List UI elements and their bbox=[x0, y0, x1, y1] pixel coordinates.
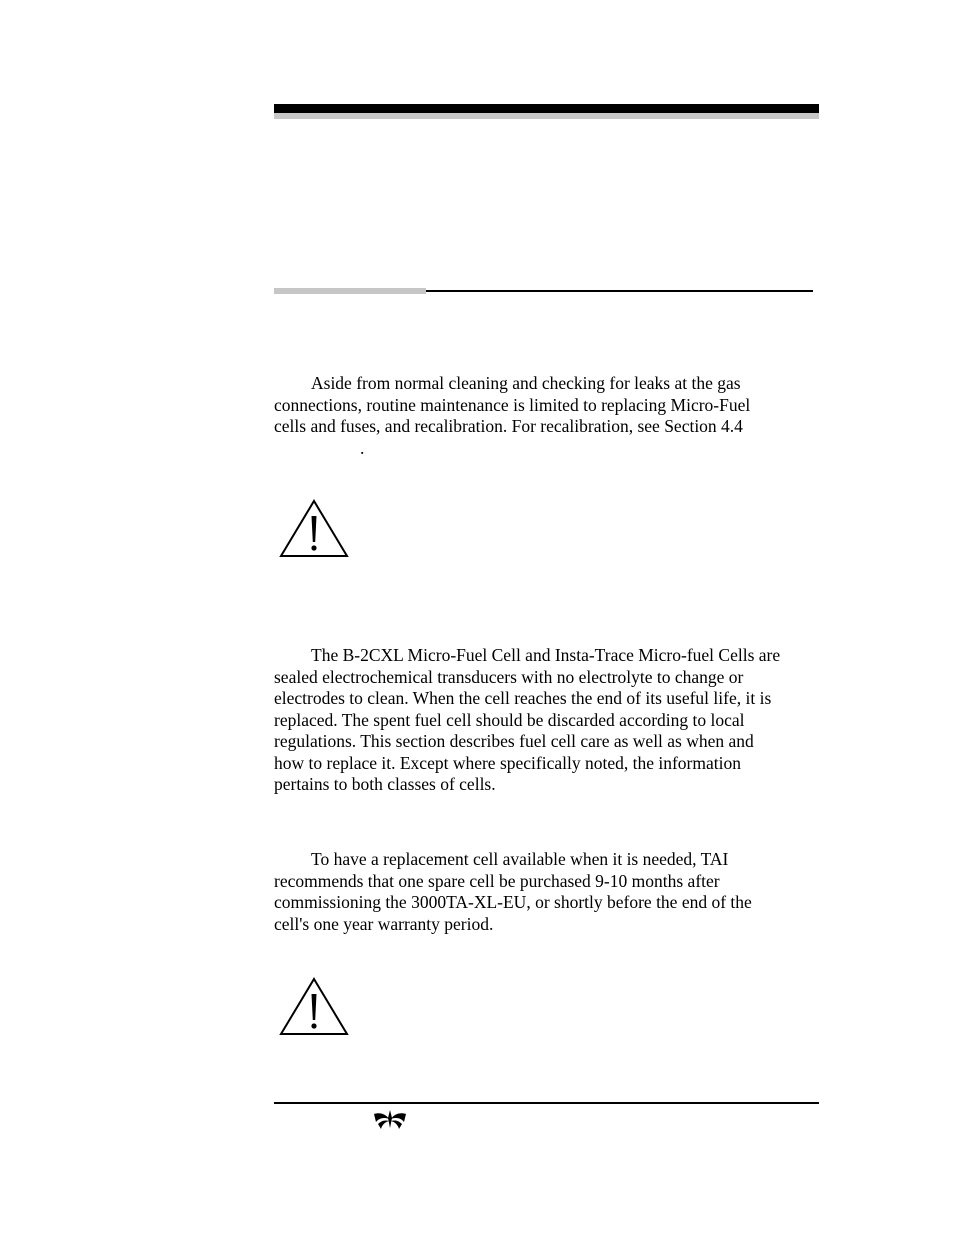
chapter-header-shadow bbox=[274, 113, 819, 119]
text-line: The B-2CXL Micro-Fuel Cell and Insta-Trace Micro-fuel Cells are bbox=[311, 645, 781, 665]
text-line: Aside from normal cleaning and checking for leaks at the gas bbox=[311, 373, 741, 393]
text-line: pertains to both classes of cells. bbox=[274, 774, 496, 794]
text-line: To have a replacement cell available when it is needed, TAI bbox=[311, 849, 729, 869]
fuel-cell-description-paragraph bbox=[274, 645, 819, 796]
text-line: recommends that one spare cell be purchased 9-10 months after bbox=[274, 870, 720, 891]
text-line: connections, routine maintenance is limited to replacing Micro-Fuel bbox=[274, 394, 751, 415]
text-line: cell's one year warranty period. bbox=[274, 913, 494, 934]
section-heading-rule bbox=[426, 290, 813, 292]
teledyne-logo-icon bbox=[372, 1108, 408, 1130]
text-line: . bbox=[360, 437, 365, 458]
footer-rule bbox=[274, 1102, 819, 1104]
text-line: electrodes to clean. When the cell reaches the end of its useful life, it is bbox=[274, 688, 772, 708]
warning-triangle-icon bbox=[278, 498, 350, 560]
text-line: replaced. The spent fuel cell should be discarded according to local bbox=[274, 709, 745, 730]
warning-triangle-icon bbox=[278, 976, 350, 1038]
replacement-cell-paragraph bbox=[274, 849, 819, 935]
text-line: how to replace it. Except where specifically noted, the information bbox=[274, 752, 741, 773]
text-line: cells and fuses, and recalibration. For recalibration, see Section 4.4 bbox=[274, 416, 743, 436]
section-heading-accent bbox=[274, 288, 426, 294]
text-line: regulations. This section describes fuel cell care as well as when and bbox=[274, 731, 754, 751]
text-line: commissioning the 3000TA-XL-EU, or shortly before the end of the bbox=[274, 892, 752, 912]
maintenance-intro-paragraph bbox=[274, 373, 819, 459]
text-line: sealed electrochemical transducers with no electrolyte to change or bbox=[274, 666, 744, 687]
chapter-header-rule bbox=[274, 104, 819, 113]
